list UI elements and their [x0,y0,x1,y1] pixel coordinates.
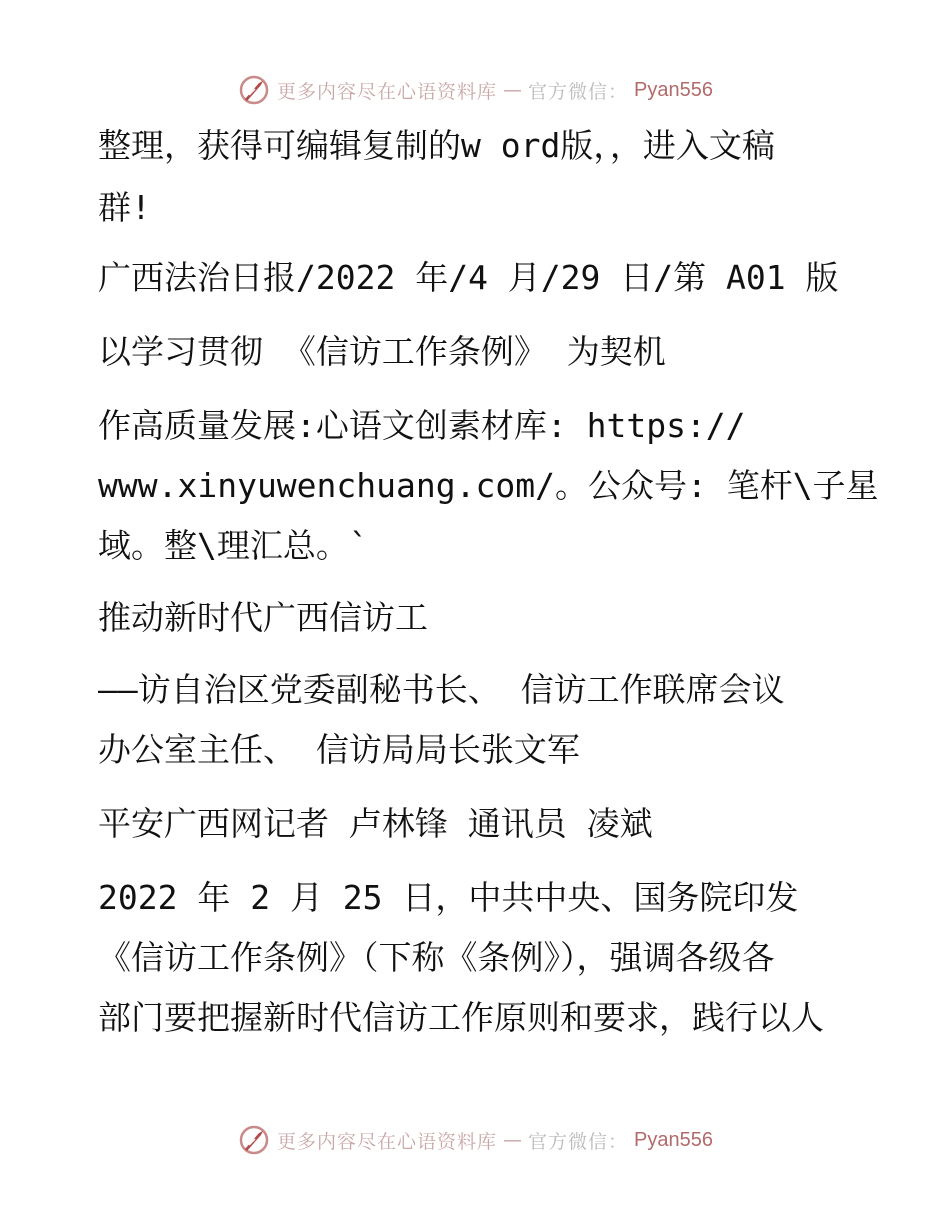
watermark-brand-text: 更多内容尽在心语资料库 [277,80,498,103]
header-watermark [0,70,950,110]
watermark-brand-text: 更多内容尽在心语资料库 [277,1130,498,1153]
body-line: 域。整\理汇总。` [98,526,369,565]
body-line: 部门要把握新时代信访工作原则和要求，践行以人 [98,998,824,1037]
body-line: 《信访工作条例》（下称《条例》），强调各级各 [98,938,775,977]
body-line: ——访自治区党委副秘书长、 信访工作联席会议 [98,670,785,709]
quill-logo-icon [237,73,271,107]
body-line: 以学习贯彻 《信访工作条例》 为契机 [98,332,666,371]
watermark-official-label: 官方微信： [528,80,629,103]
body-line: 平安广西网记者 卢林锋 通讯员 凌斌 [98,804,653,843]
quill-logo-icon [237,1123,271,1157]
watermark-official-label: 官方微信： [528,1130,629,1153]
body-line: 推动新时代广西信访工 [98,598,428,637]
body-line: 广西法治日报/2022 年/4 月/29 日/第 A01 版 [98,258,839,297]
watermark-dash: — [503,1129,523,1151]
watermark-wechat-id: Pyan556 [634,1128,713,1151]
body-line: 群! [98,188,151,227]
watermark-wechat-id: Pyan556 [634,78,713,101]
watermark-dash: — [503,79,523,101]
body-line: 作高质量发展:心语文创素材库: https:// [98,406,746,445]
footer-watermark [0,1120,950,1160]
body-line: 办公室主任、 信访局局长张文军 [98,730,580,769]
body-line: 2022 年 2 月 25 日，中共中央、国务院印发 [98,878,799,917]
body-line: 整理，获得可编辑复制的w ord版，，进入文稿 [98,126,775,165]
watermark-group [237,73,713,107]
body-line: www.xinyuwenchuang.com/。公众号: 笔杆\子星 [98,466,879,505]
watermark-group [237,1123,713,1157]
